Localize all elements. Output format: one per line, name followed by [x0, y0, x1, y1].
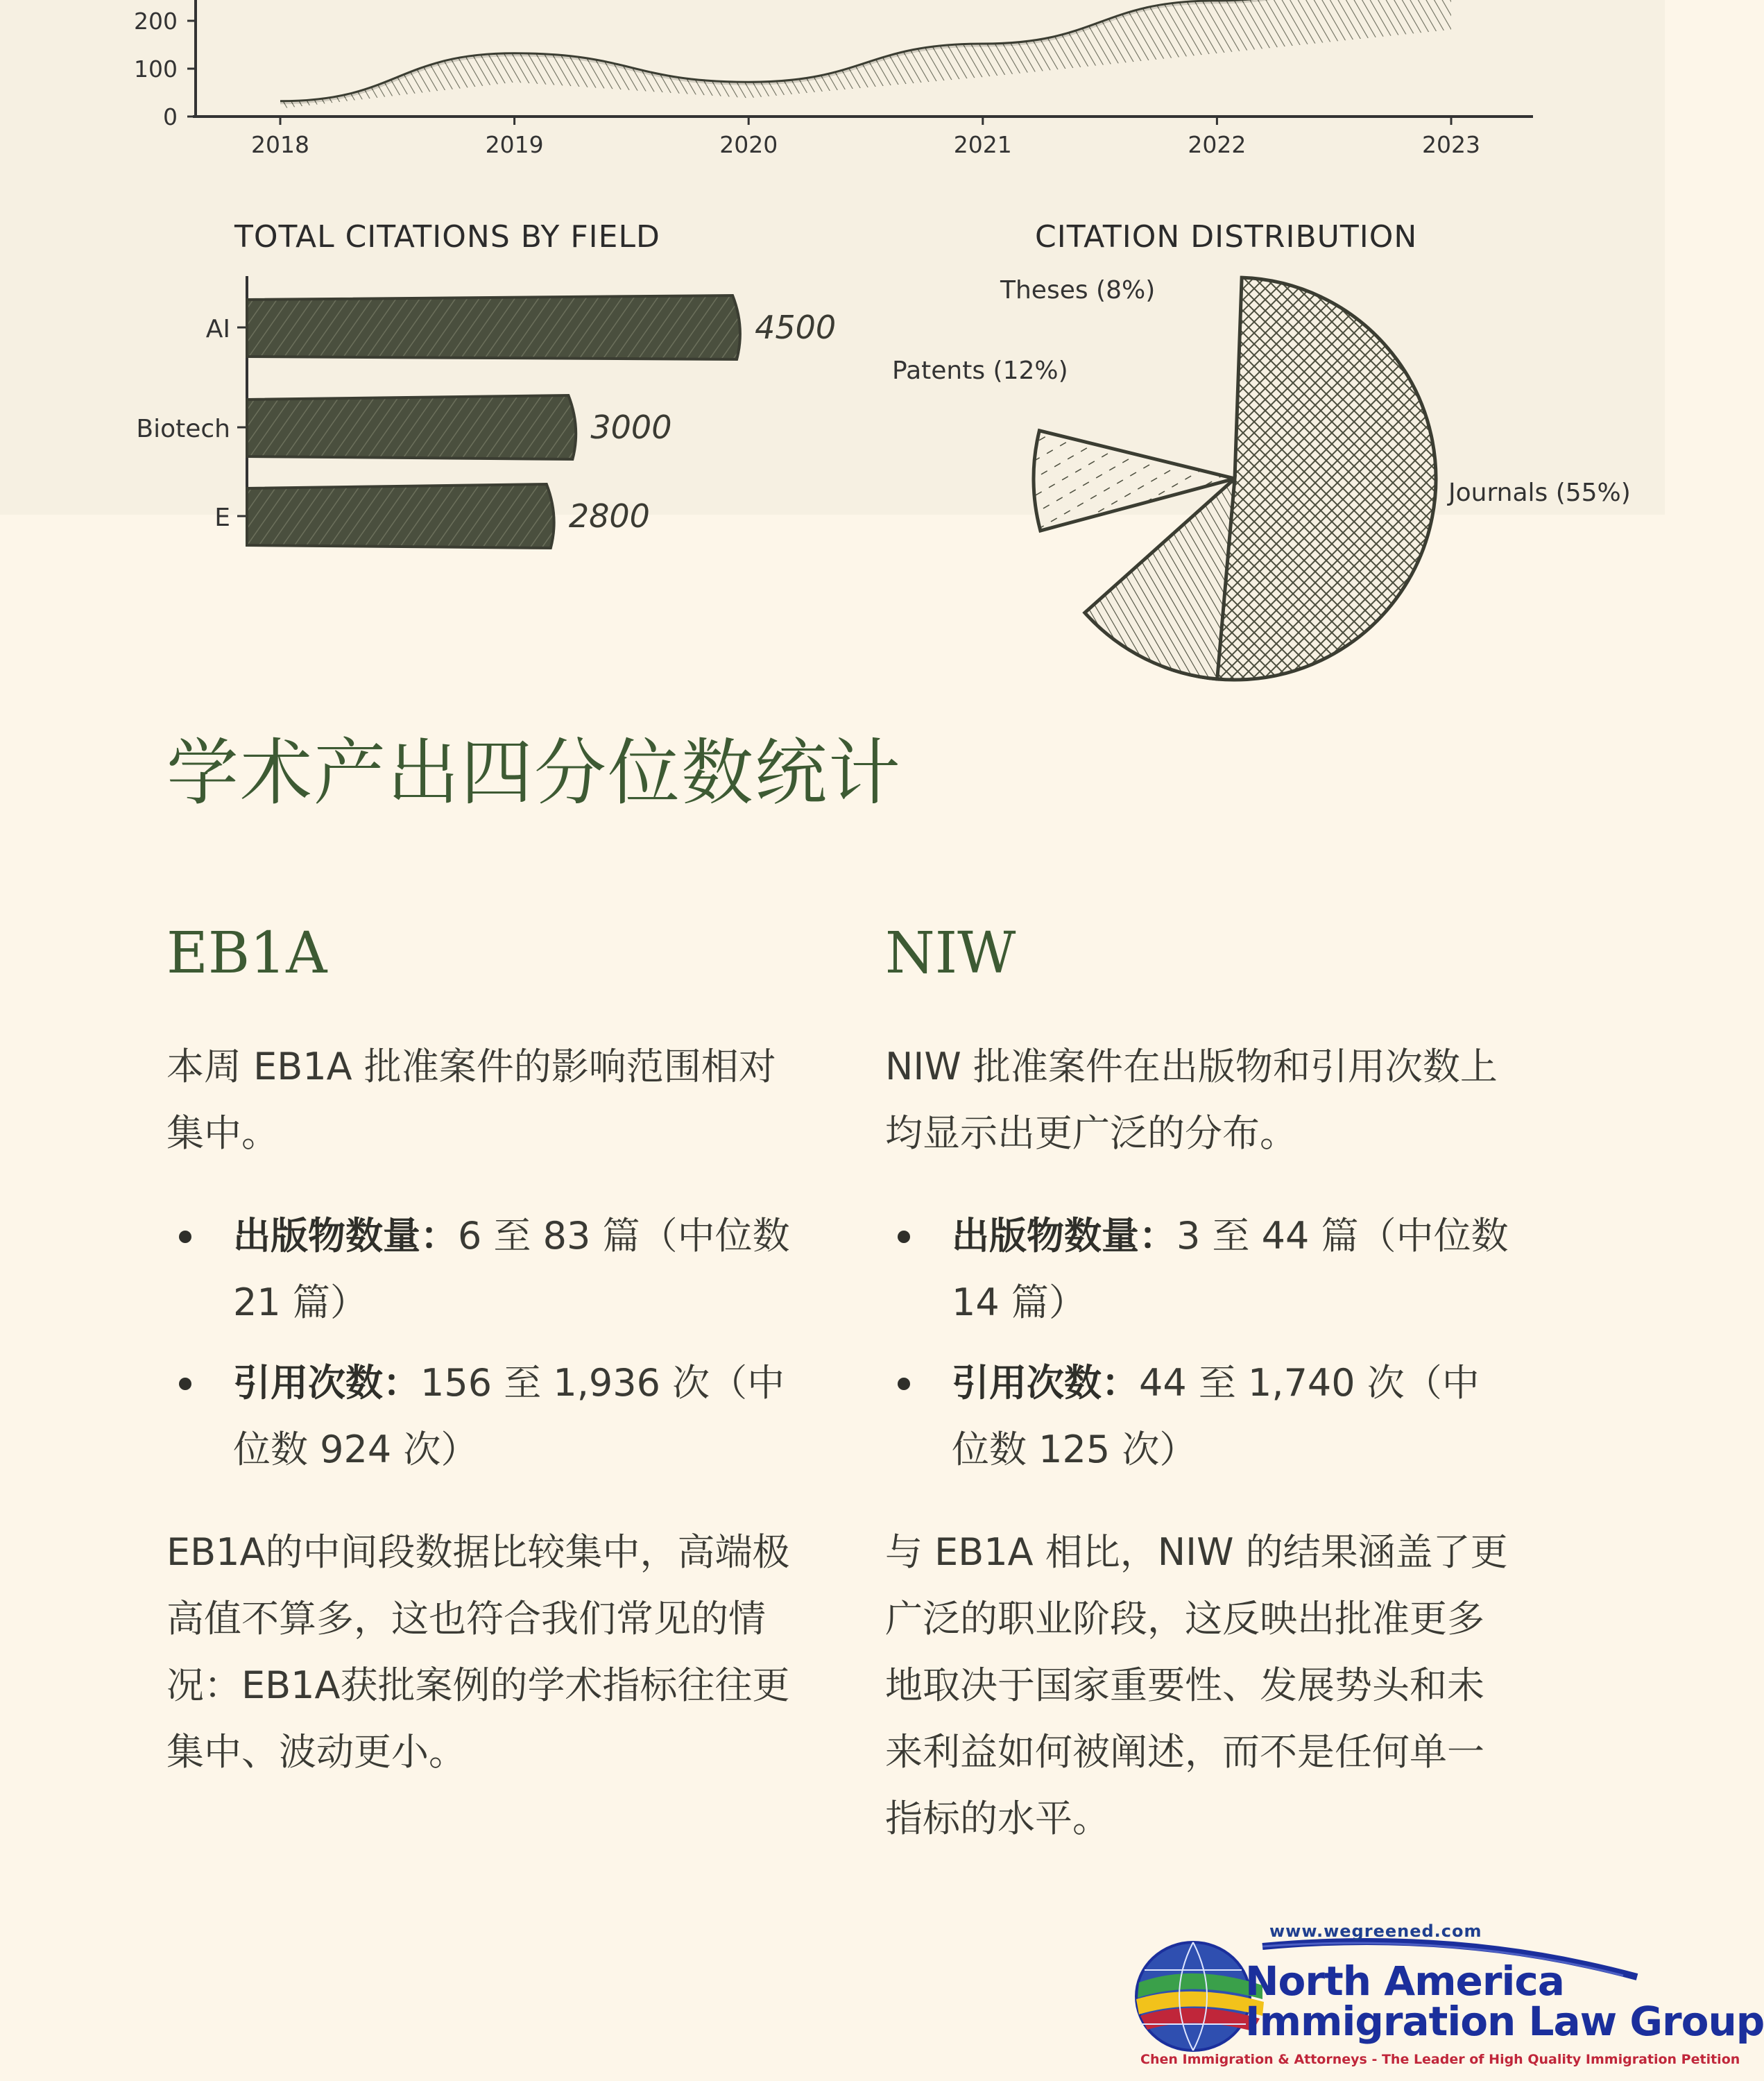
bullet-text: 156 至 1,936 次（中位数 924 次）: [233, 1361, 785, 1471]
bullet-icon: [898, 1231, 910, 1243]
eb1a-intro: 本周 EB1A 批准案件的影响范围相对集中。: [166, 1045, 776, 1155]
niw-stats-list: [885, 1203, 1509, 1483]
y-tick-label: 0: [163, 103, 178, 130]
chart-panel: [0, 0, 1665, 535]
niw-citations-item: [885, 1350, 1509, 1483]
bullet-text: 3 至 44 篇（中位数 14 篇）: [952, 1214, 1509, 1324]
page-title: 学术产出四分位数统计: [166, 730, 902, 815]
x-tick-label: 2018: [251, 131, 309, 158]
citation-distribution-chart: [892, 219, 1631, 680]
bar-value-label: 4500: [755, 309, 837, 346]
logo-tagline: Chen Immigration & Attorneys - The Leader of High Quality Immigration Petition: [1140, 2052, 1740, 2067]
bullet-label: 引用次数：: [233, 1361, 420, 1405]
logo-name-line1: North America: [1245, 1958, 1564, 2005]
y-tick-label: 100: [134, 55, 178, 83]
niw-heading: NIW: [885, 920, 1016, 986]
logo-url: www.wegreened.com: [1269, 1921, 1482, 1941]
bar-category-label: AI: [205, 315, 230, 343]
pie-chart-title: CITATION DISTRIBUTION: [1035, 219, 1418, 255]
x-tick-label: 2020: [719, 131, 778, 158]
pie-slice-label: Journals (55%): [1448, 479, 1631, 507]
bar-value-label: 2800: [568, 497, 650, 535]
bullet-label: 引用次数：: [952, 1361, 1139, 1405]
bullet-icon: [898, 1378, 910, 1390]
bar: [247, 395, 576, 459]
bullet-label: 出版物数量：: [952, 1214, 1176, 1258]
pie-slice-label: Patents (12%): [892, 357, 1068, 385]
bullet-text: 44 至 1,740 次（中位数 125 次）: [952, 1361, 1480, 1471]
bullet-label: 出版物数量：: [233, 1214, 458, 1258]
niw-intro: NIW 批准案件在出版物和引用次数上均显示出更广泛的分布。: [885, 1045, 1498, 1155]
x-tick-label: 2022: [1188, 131, 1247, 158]
eb1a-section: [166, 916, 791, 1785]
eb1a-citations-item: [166, 1350, 791, 1483]
bullet-text: 6 至 83 篇（中位数 21 篇）: [233, 1214, 790, 1324]
company-logo: [1124, 1921, 1764, 2074]
logo-name-line2: Immigration Law Group: [1245, 1998, 1764, 2045]
y-tick-label: 200: [134, 8, 178, 35]
pie-slice-label: Theses (8%): [1000, 276, 1156, 305]
bar-chart-title: TOTAL CITATIONS BY FIELD: [234, 219, 660, 255]
x-tick-label: 2019: [485, 131, 544, 158]
charts-illustration: [0, 0, 1665, 535]
bar: [247, 484, 554, 548]
eb1a-publications-item: [166, 1203, 791, 1336]
bar-category-label: Biotech: [136, 415, 230, 443]
eb1a-heading: EB1A: [166, 920, 327, 986]
bar-category-label: E: [214, 504, 230, 532]
series-area: [280, 0, 1451, 109]
citations-over-time-chart: [134, 0, 1533, 158]
bar: [247, 296, 740, 359]
bar-value-label: 3000: [590, 409, 672, 446]
bullet-icon: [179, 1231, 191, 1243]
niw-section: [885, 916, 1509, 1852]
x-tick-label: 2021: [953, 131, 1012, 158]
eb1a-summary: EB1A的中间段数据比较集中，高端极高值不算多，这也符合我们常见的情况：EB1A获批案例的学术指标往往更集中、波动更小。: [166, 1530, 790, 1774]
niw-publications-item: [885, 1203, 1509, 1336]
citations-by-field-chart: [136, 219, 836, 548]
bullet-icon: [179, 1378, 191, 1390]
x-tick-label: 2023: [1422, 131, 1480, 158]
niw-summary: 与 EB1A 相比，NIW 的结果涵盖了更广泛的职业阶段，这反映出批准更多地取决于国家重要性、发展势头和未来利益如何被阐述，而不是任何单一指标的水平。: [885, 1530, 1508, 1840]
eb1a-stats-list: [166, 1203, 791, 1483]
